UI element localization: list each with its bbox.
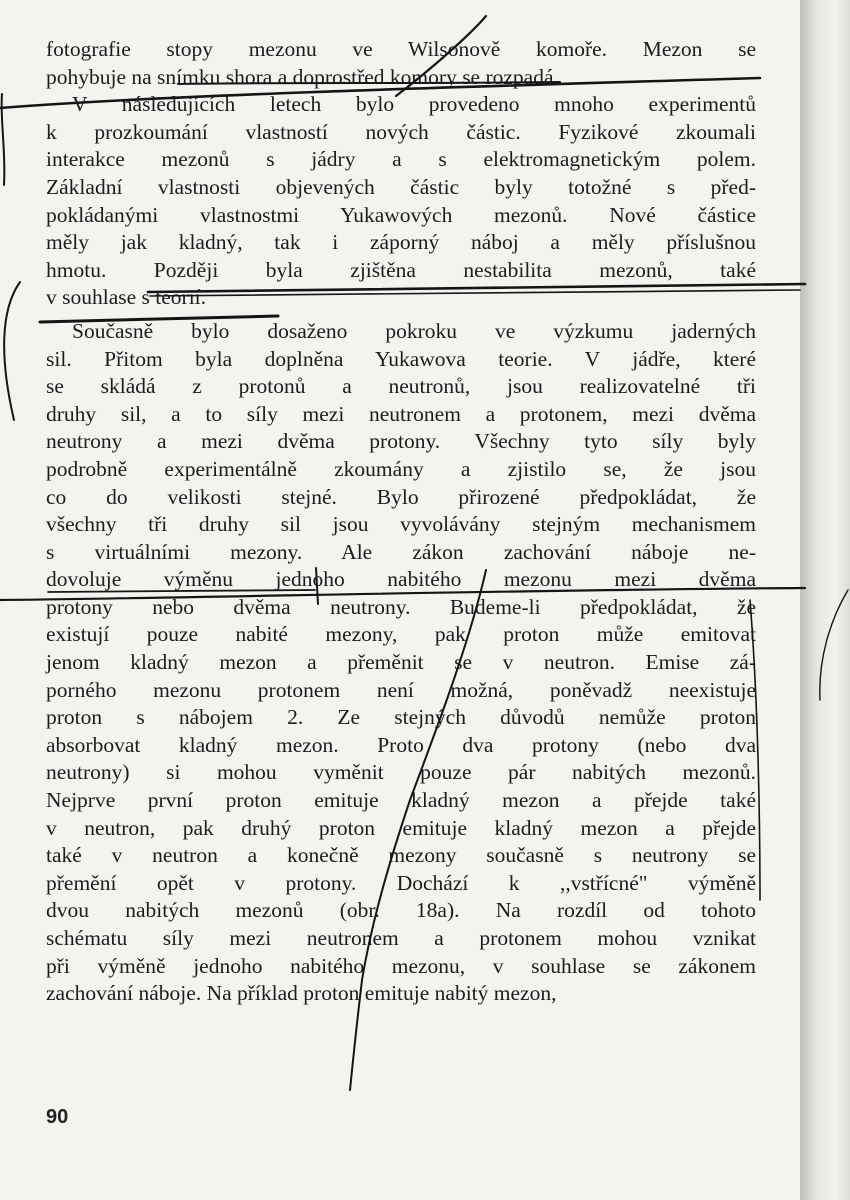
text-line: Nejprve první proton emituje kladný mezon a přejde také xyxy=(46,788,756,813)
text-line: pohybuje na snímku shora a doprostřed komory se rozpadá. xyxy=(46,64,559,89)
page-number: 90 xyxy=(46,1106,69,1128)
text-line: V následujících letech bylo provedeno mnoho experimentů xyxy=(72,92,756,117)
text-line: hmotu. Později byla zjištěna nestabilita mezonů, také xyxy=(46,257,756,282)
text-line: přemění opět v protony. Dochází k ,,vstřícné" výměně xyxy=(46,870,756,895)
text-line: se skládá z protonů a neutronů, jsou realizovatelné tři xyxy=(46,374,756,399)
text-line: proton s nábojem 2. Ze stejných důvodů nemůže proton xyxy=(46,705,756,730)
text-line: protony nebo dvěma neutrony. Budeme-li předpokládat, že xyxy=(46,594,756,619)
text-line: neutrony) si mohou vyměnit pouze pár nabitých mezonů. xyxy=(46,760,756,785)
text-line: neutrony a mezi dvěma protony. Všechny tyto síly byly xyxy=(46,429,756,454)
text-line: Současně bylo dosaženo pokroku ve výzkumu jaderných xyxy=(72,318,756,343)
page-edge-shadow xyxy=(800,0,850,1200)
text-line: jenom kladný mezon a přeměnit se v neutron. Emise zá- xyxy=(46,650,756,675)
text-line: existují pouze nabité mezony, pak proton může emitovat xyxy=(46,622,756,647)
text-line: co do velikosti stejné. Bylo přirozené předpokládat, že xyxy=(46,484,756,509)
text-line: pokládanými vlastnostmi Yukawových mezonů. Nové částice xyxy=(46,202,756,227)
text-line: měly jak kladný, tak i záporný náboj a měly příslušnou xyxy=(46,230,756,255)
text-line: s virtuálními mezony. Ale zákon zachování náboje ne- xyxy=(46,539,756,564)
text-line: absorbovat kladný mezon. Proto dva protony (nebo dva xyxy=(46,732,756,757)
text-line: Základní vlastnosti objevených částic byly totožné s před- xyxy=(46,174,756,199)
text-line: v neutron, pak druhý proton emituje kladný mezon a přejde xyxy=(46,815,756,840)
text-line: sil. Přitom byla doplněna Yukawova teorie. V jádře, které xyxy=(46,346,756,371)
text-line: k prozkoumání vlastností nových částic. Fyzikové zkoumali xyxy=(46,119,756,144)
text-line: také v neutron a konečně mezony současně s neutrony se xyxy=(46,843,756,868)
paragraph-2 xyxy=(46,91,756,312)
text-line: porného mezonu protonem není možná, poněvadž neexistuje xyxy=(46,677,756,702)
page-text xyxy=(46,36,756,1008)
text-line: interakce mezonů s jádry a s elektromagnetickým polem. xyxy=(46,147,756,172)
text-line: všechny tři druhy sil jsou vyvolávány stejným mechanismem xyxy=(46,512,756,537)
paragraph-3 xyxy=(46,318,756,1008)
text-line: zachování náboje. Na příklad proton emituje nabitý mezon, xyxy=(46,981,557,1006)
text-line: druhy sil, a to síly mezi neutronem a protonem, mezi dvěma xyxy=(46,401,756,426)
text-line: dvou nabitých mezonů (obr. 18a). Na rozdíl od tohoto xyxy=(46,898,756,923)
text-line: dovoluje výměnu jednoho nabitého mezonu mezi dvěma xyxy=(46,567,756,592)
paragraph-1 xyxy=(46,36,756,91)
text-line: v souhlase s teorií. xyxy=(46,285,207,310)
text-line: při výměně jednoho nabitého mezonu, v souhlase se zákonem xyxy=(46,953,756,978)
text-line: podrobně experimentálně zkoumány a zjistilo se, že jsou xyxy=(46,456,756,481)
text-line: schématu síly mezi neutronem a protonem mohou vznikat xyxy=(46,926,756,950)
text-line: fotografie stopy mezonu ve Wilsonově komoře. Mezon se xyxy=(46,37,756,61)
